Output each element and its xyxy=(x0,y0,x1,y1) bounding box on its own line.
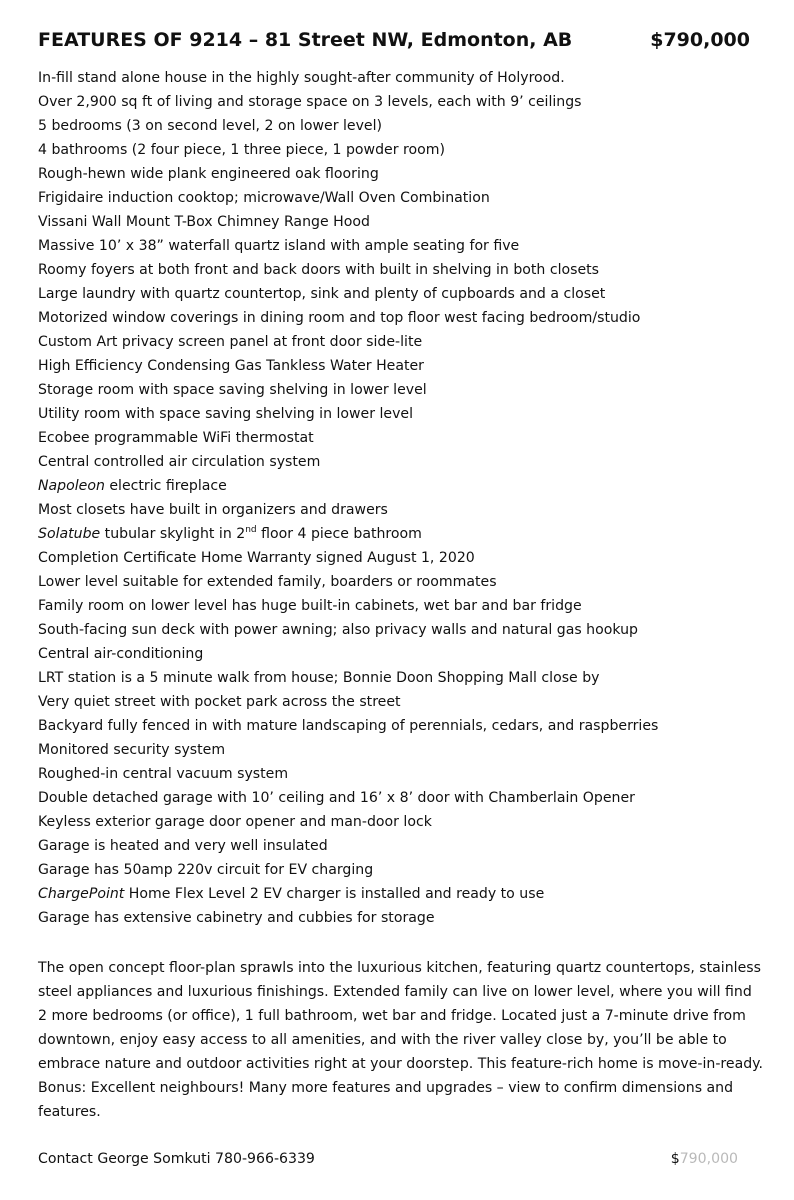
feature-text: Family room on lower level has huge built-in cabinets, wet bar and bar fridge xyxy=(38,598,582,614)
feature-text: Garage has 50amp 220v circuit for EV charging xyxy=(38,862,374,878)
feature-item xyxy=(38,666,768,690)
feature-text: Utility room with space saving shelving in lower level xyxy=(38,406,414,422)
feature-text: electric fireplace xyxy=(104,478,227,494)
feature-text: Double detached garage with 10’ ceiling and 16’ x 8’ door with Chamberlain Opener xyxy=(38,790,635,806)
listing-price: $790,000 xyxy=(650,29,750,51)
feature-item xyxy=(38,354,768,378)
feature-text: Keyless exterior garage door opener and man-door lock xyxy=(38,814,432,830)
feature-item xyxy=(38,330,768,354)
document-header xyxy=(38,26,750,54)
feature-item xyxy=(38,138,768,162)
feature-item xyxy=(38,210,768,234)
feature-text: In-fill stand alone house in the highly sought-after community of Holyrood. xyxy=(38,70,565,86)
feature-item xyxy=(38,810,768,834)
feature-text: floor 4 piece bathroom xyxy=(256,526,422,542)
feature-text: Garage has extensive cabinetry and cubbies for storage xyxy=(38,910,435,926)
feature-item xyxy=(38,714,768,738)
feature-item xyxy=(38,906,768,930)
feature-text: Custom Art privacy screen panel at front door side-lite xyxy=(38,334,423,350)
feature-text: Ecobee programmable WiFi thermostat xyxy=(38,430,314,446)
feature-item xyxy=(38,642,768,666)
feature-item xyxy=(38,858,768,882)
feature-text: Completion Certificate Home Warranty signed August 1, 2020 xyxy=(38,550,475,566)
footer-price-prefix: $ xyxy=(670,1151,680,1167)
feature-item xyxy=(38,114,768,138)
feature-text: Large laundry with quartz countertop, sink and plenty of cupboards and a closet xyxy=(38,286,606,302)
feature-item xyxy=(38,186,768,210)
feature-item xyxy=(38,786,768,810)
feature-text: Central air-conditioning xyxy=(38,646,204,662)
feature-item xyxy=(38,690,768,714)
feature-text: Home Flex Level 2 EV charger is installed and ready to use xyxy=(124,886,545,902)
feature-superscript: nd xyxy=(245,525,257,535)
feature-text: 4 bathrooms (2 four piece, 1 three piece, 1 powder room) xyxy=(38,142,445,158)
description-paragraph: The open concept floor-plan sprawls into the luxurious kitchen, featuring quartz countertops, stainless steel appliances and luxurious finishings. Extended family can live on lower level, where you will find 2 more bedrooms (or office), 1 full bathroom, wet bar and fridge. Located just a 7-minute drive from downtown, enjoy easy access to all amenities, and with the river valley close by, you’ll be able to embrace nature and outdoor activities right at your doorstep. This feature-rich home is move-in-ready. Bonus: Excellent neighbours! Many more features and upgrades – view to confirm dimensions and features. xyxy=(38,960,763,1120)
feature-item xyxy=(38,426,768,450)
feature-text: Roomy foyers at both front and back doors with built in shelving in both closets xyxy=(38,262,600,278)
feature-item xyxy=(38,834,768,858)
feature-text: Massive 10’ x 38” waterfall quartz island with ample seating for five xyxy=(38,238,520,254)
feature-text: Monitored security system xyxy=(38,742,226,758)
feature-item xyxy=(38,498,768,522)
feature-brand: ChargePoint xyxy=(38,886,125,902)
feature-item xyxy=(38,66,768,90)
feature-text: LRT station is a 5 minute walk from house; Bonnie Doon Shopping Mall close by xyxy=(38,670,600,686)
feature-item xyxy=(38,162,768,186)
feature-item xyxy=(38,546,768,570)
feature-item xyxy=(38,762,768,786)
feature-text: Vissani Wall Mount T-Box Chimney Range Hood xyxy=(38,214,370,230)
feature-text: Most closets have built in organizers and drawers xyxy=(38,502,388,518)
feature-text: Backyard fully fenced in with mature landscaping of perennials, cedars, and raspberries xyxy=(38,718,659,734)
feature-item xyxy=(38,306,768,330)
feature-text: Storage room with space saving shelving in lower level xyxy=(38,382,427,398)
feature-item xyxy=(38,234,768,258)
feature-brand: Solatube xyxy=(38,526,101,542)
document-footer xyxy=(38,1147,738,1171)
feature-item xyxy=(38,378,768,402)
feature-text: South-facing sun deck with power awning; also privacy walls and natural gas hookup xyxy=(38,622,638,638)
footer-price-value: 790,000 xyxy=(679,1151,738,1167)
feature-text: 5 bedrooms (3 on second level, 2 on lower level) xyxy=(38,118,382,134)
feature-text: Over 2,900 sq ft of living and storage space on 3 levels, each with 9’ ceilings xyxy=(38,94,582,110)
feature-text: Motorized window coverings in dining room and top floor west facing bedroom/studio xyxy=(38,310,641,326)
feature-item xyxy=(38,258,768,282)
feature-item xyxy=(38,90,768,114)
feature-text: Very quiet street with pocket park across the street xyxy=(38,694,401,710)
feature-text: Frigidaire induction cooktop; microwave/Wall Oven Combination xyxy=(38,190,490,206)
feature-item xyxy=(38,738,768,762)
feature-item xyxy=(38,474,768,498)
feature-text: tubular skylight in 2 xyxy=(100,526,246,542)
feature-item xyxy=(38,450,768,474)
feature-item xyxy=(38,282,768,306)
features-list xyxy=(38,66,768,930)
feature-item xyxy=(38,618,768,642)
feature-text: High Efficiency Condensing Gas Tankless Water Heater xyxy=(38,358,424,374)
feature-text: Roughed-in central vacuum system xyxy=(38,766,289,782)
contact-info: Contact George Somkuti 780-966-6339 xyxy=(38,1151,315,1167)
footer-price xyxy=(671,1147,738,1171)
feature-text: Lower level suitable for extended family, boarders or roommates xyxy=(38,574,497,590)
feature-item xyxy=(38,570,768,594)
feature-brand: Napoleon xyxy=(38,478,105,494)
feature-text: Rough-hewn wide plank engineered oak flooring xyxy=(38,166,379,182)
feature-item xyxy=(38,594,768,618)
feature-item xyxy=(38,882,768,906)
feature-item xyxy=(38,402,768,426)
feature-text: Central controlled air circulation system xyxy=(38,454,321,470)
feature-text: Garage is heated and very well insulated xyxy=(38,838,328,854)
feature-item xyxy=(38,522,768,546)
page-title: FEATURES OF 9214 – 81 Street NW, Edmonton, AB xyxy=(38,29,573,51)
